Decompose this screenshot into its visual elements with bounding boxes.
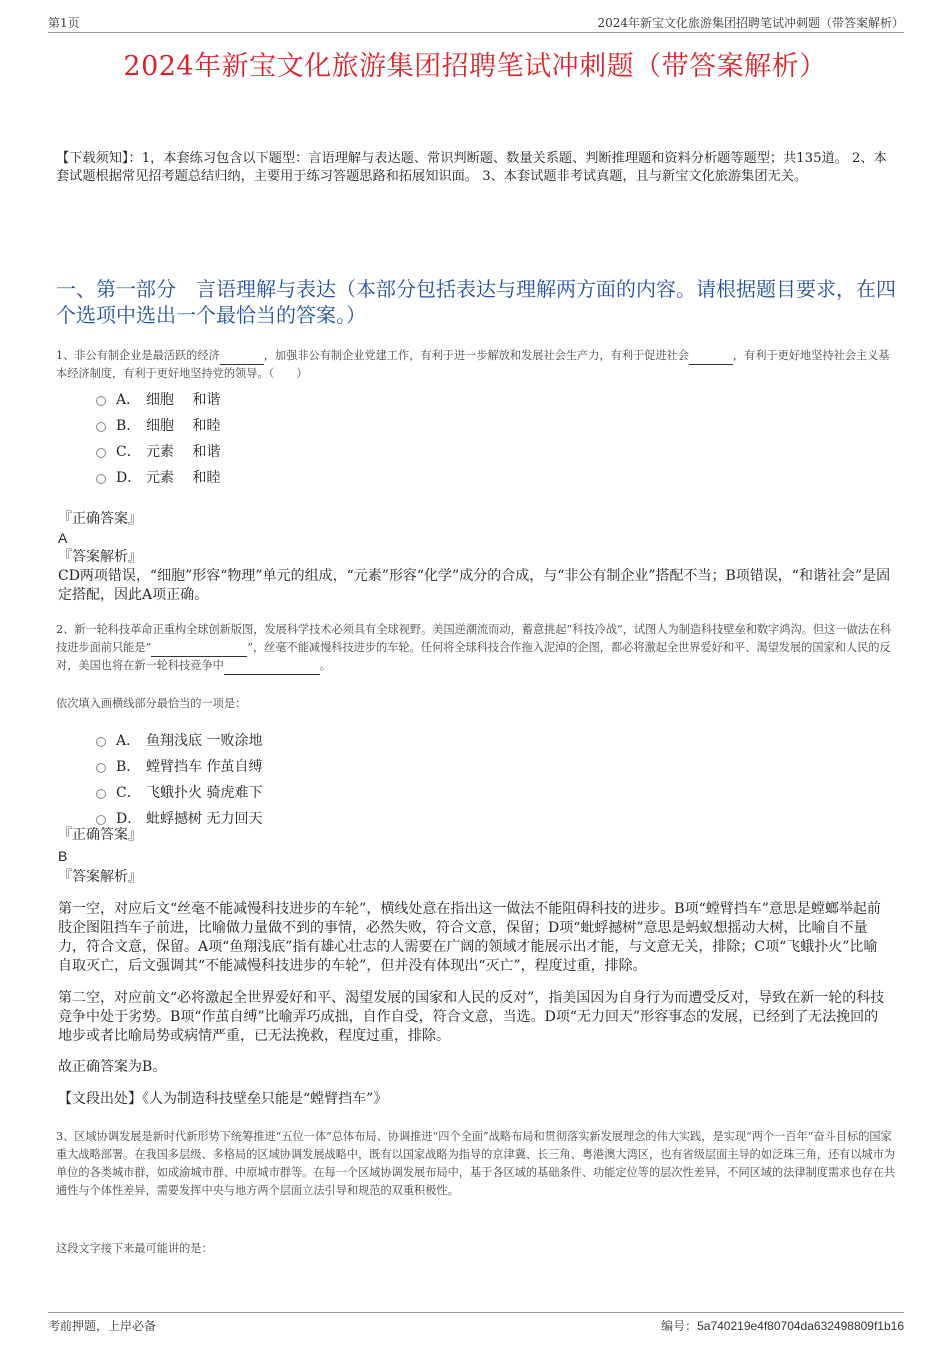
radio-icon[interactable] xyxy=(96,737,106,747)
page-number: 第1页 xyxy=(48,16,80,30)
analysis-label: 『答案解析』 xyxy=(58,549,142,565)
radio-icon[interactable] xyxy=(96,763,106,773)
question-2-prompt: 依次填入画横线部分最恰当的一项是： xyxy=(56,697,247,710)
analysis-paragraph-1: 第一空，对应后文“丝毫不能减慢科技进步的车轮”，横线处意在指出这一做法不能阻碍科技的进步。B项“螳臂挡车”意思是螳螂举起前肢企图阻挡车子前进，比喻做力量做不到的事情，必然失败，符合文意，保留；D项“蚍蜉撼树”意思是蚂蚁想摇动大树，比喻自不量力，符合文意，保留。A项“鱼翔浅底”指有雄心壮志的人需要在广阔的领域才能展示出才能，与文意无关，排除；C项“飞蛾扑火”比喻自取灭亡，后文强调其“不能减慢科技进步的车轮”，但并没有体现出“灭亡”，程度过重，排除。 xyxy=(58,901,881,974)
download-notice: 【下载须知】：1，本套练习包含以下题型：言语理解与表达题、常识判断题、数量关系题、判断推理题和资料分析题等题型；共135道。 2、本套试题根据常见招考题总结归纳，主要用于练习答题思路和拓展知识面。 3、本套试题非考试真题，且与新宝文化旅游集团无关。 xyxy=(56,151,887,184)
header-doc-title: 2024年新宝文化旅游集团招聘笔试冲刺题（带答案解析） xyxy=(597,16,904,30)
question-2-options xyxy=(96,727,496,831)
question-1-answer xyxy=(58,510,900,605)
footer-code: 编号：5a740219e4f80704da632498809f1b16 xyxy=(661,1319,904,1333)
option-b[interactable]: B． 螳臂挡车 作茧自缚 xyxy=(96,753,496,779)
option-d[interactable]: D． 元素 和睦 xyxy=(96,464,496,490)
blank xyxy=(151,656,247,657)
question-2-text: 2、新一轮科技革命正重构全球创新版图，发展科学技术必须具有全球视野。美国逆潮流而动，蓄意挑起“科技冷战”，试图人为制造科技壁垒和数字鸿沟。但这一做法在科技进步面前只能是“ ”，丝毫不能减慢科技进步的车轮。任何将全球科技合作拖入泥淖的企图，都必将激起全世界爱好和平、渴望发展的国家和人民的反对，美国也将在新一轮科技竞争中 。 xyxy=(56,621,898,675)
question-3-text: 3、区域协调发展是新时代新形势下统筹推进“五位一体”总体布局、协调推进“四个全面”战略布局和贯彻落实新发展理念的伟大实践，是实现“两个一百年”奋斗目标的国家重大战略部署。在我国多层级、多格局的区域协调发展战略中，既有以国家战略为指导的京津冀、长三角、粤港澳大湾区，也有省级层面主导的如泛珠三角，还有以城市为单位的各类城市群，如成渝城市群、中原城市群等。在每一个区域协调发展布局中，基于各区域的基础条件、功能定位等的层次性差异，不同区域的法律制度需求也存在共通性与个体性差异，需要发挥中央与地方两个层面立法引导和规范的双重积极性。 xyxy=(56,1130,896,1197)
option-c[interactable]: C． 元素 和谐 xyxy=(96,438,496,464)
option-a[interactable]: A． 鱼翔浅底 一败涂地 xyxy=(96,727,496,753)
radio-icon[interactable] xyxy=(96,815,106,825)
option-c[interactable]: C． 飞蛾扑火 骑虎难下 xyxy=(96,779,496,805)
answer-label: 『正确答案』 xyxy=(58,511,142,527)
analysis-conclusion: 故正确答案为B。 xyxy=(58,1059,167,1075)
radio-icon[interactable] xyxy=(96,789,106,799)
answer-value: A xyxy=(58,530,68,546)
question-1-options xyxy=(96,386,496,490)
blank xyxy=(224,674,320,675)
footer-slogan: 考前押题，上岸必备 xyxy=(48,1319,157,1333)
question-2-answer xyxy=(58,826,900,887)
radio-icon[interactable] xyxy=(96,422,106,432)
radio-icon[interactable] xyxy=(96,448,106,458)
document-title: 2024年新宝文化旅游集团招聘笔试冲刺题（带答案解析） xyxy=(123,51,827,82)
question-1-text: 1、非公有制企业是最活跃的经济 ，加强非公有制企业党建工作，有利于进一步解放和发展社会生产力，有利于促进社会 ，有利于更好地坚持社会主义基本经济制度，有利于更好地坚持党的领导。（ ） xyxy=(56,349,890,380)
analysis-text: CD两项错误，“细胞”形容“物理”单元的组成，“元素”形容“化学”成分的合成，与“非公有制企业”搭配不当；B项错误，“和谐社会”是固定搭配，因此A项正确。 xyxy=(58,568,891,603)
answer-value: B xyxy=(58,848,68,864)
blank xyxy=(220,364,264,365)
analysis-paragraph-2: 第二空，对应前文“必将激起全世界爱好和平、渴望发展的国家和人民的反对”，指美国因为自身行为而遭受反对，导致在新一轮的科技竞争中处于劣势。B项“作茧自缚”比喻弄巧成拙，自作自受，符合文意，当选。D项“无力回天”形容事态的发展，已经到了无法挽回的地步或者比喻局势或病情严重，已无法挽救，程度过重，排除。 xyxy=(58,990,885,1044)
option-a[interactable]: A． 细胞 和谐 xyxy=(96,386,496,412)
question-3-prompt: 这段文字接下来最可能讲的是： xyxy=(56,1242,213,1255)
radio-icon[interactable] xyxy=(96,396,106,406)
option-b[interactable]: B． 细胞 和睦 xyxy=(96,412,496,438)
answer-label: 『正确答案』 xyxy=(58,827,142,843)
blank xyxy=(689,364,733,365)
analysis-label: 『答案解析』 xyxy=(58,869,142,885)
page-header xyxy=(48,14,904,33)
option-d[interactable]: D． 蚍蜉撼树 无力回天 xyxy=(96,805,496,831)
section-heading: 一、第一部分 言语理解与表达（本部分包括表达与理解两方面的内容。请根据题目要求，在四个选项中选出一个最恰当的答案。） xyxy=(56,277,896,327)
page-footer xyxy=(48,1312,904,1333)
source-citation: 【文段出处】《人为制造科技壁垒只能是“螳臂挡车”》 xyxy=(58,1091,388,1107)
radio-icon[interactable] xyxy=(96,474,106,484)
